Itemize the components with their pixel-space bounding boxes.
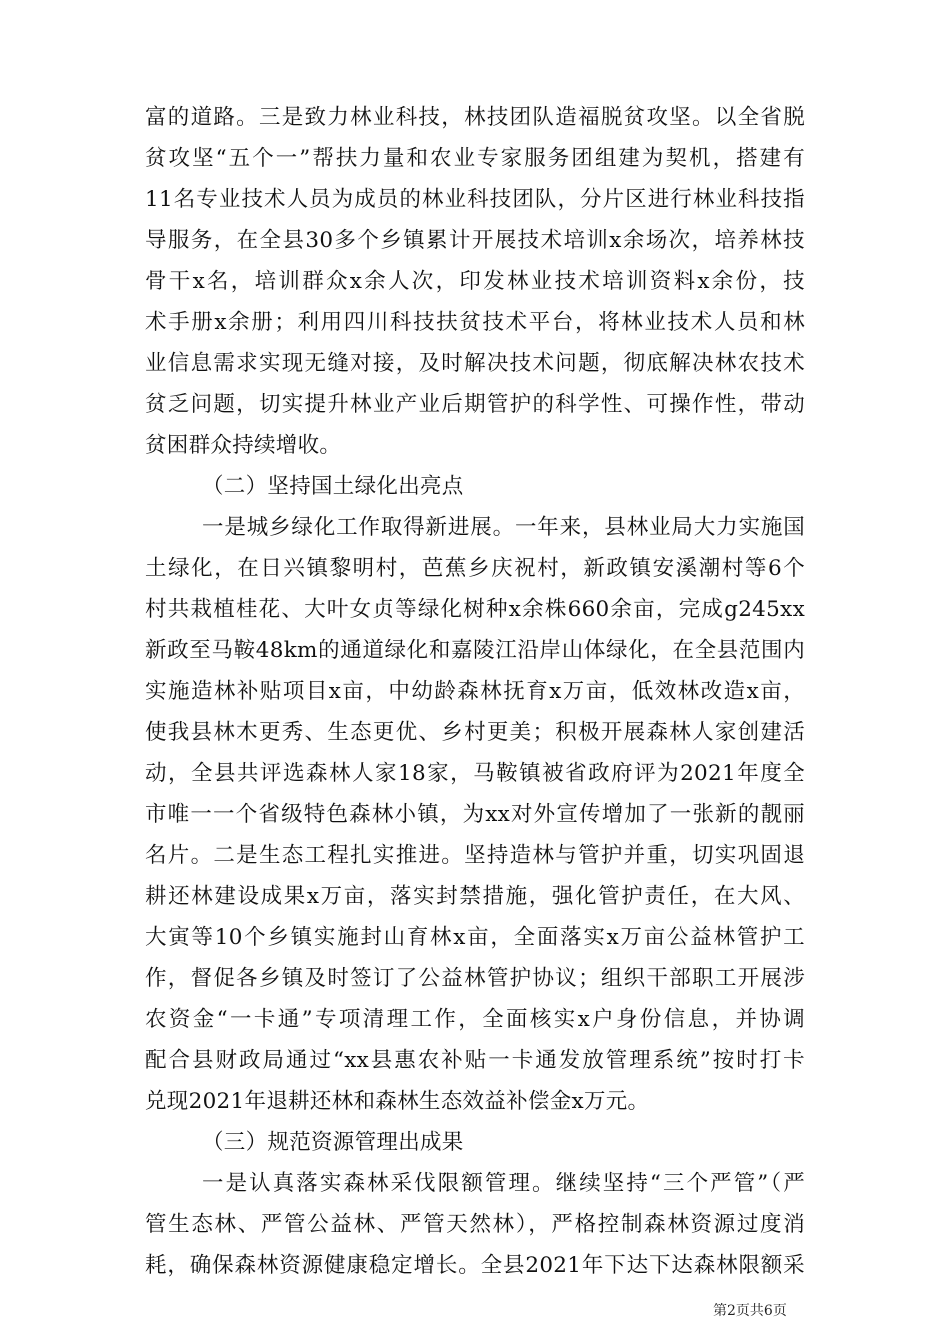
text-line: 土绿化，在日兴镇黎明村，芭蕉乡庆祝村，新政镇安溪潮村等6个	[145, 556, 805, 581]
text-line: 新政至马鞍48km的通道绿化和嘉陵江沿岸山体绿化，在全县范围内	[145, 638, 805, 663]
text-line: 管生态林、严管公益林、严管天然林），严格控制森林资源过度消	[145, 1212, 805, 1237]
text-line: 市唯一一个省级特色森林小镇，为xx对外宣传增加了一张新的靓丽	[145, 802, 805, 827]
text-line: 导服务，在全县30多个乡镇累计开展技术培训x余场次，培养林技	[145, 228, 805, 253]
text-line: 耕还林建设成果x万亩，落实封禁措施，强化管护责任，在大风、	[145, 884, 805, 909]
text-line: 业信息需求实现无缝对接，及时解决技术问题，彻底解决林农技术	[145, 351, 805, 376]
text-line: 动，全县共评选森林人家18家，马鞍镇被省政府评为2021年度全	[145, 761, 805, 786]
section-heading: （三）规范资源管理出成果	[202, 1130, 464, 1155]
text-line: 大寅等10个乡镇实施封山育林x亩，全面落实x万亩公益林管护工	[145, 925, 805, 950]
text-line: 术手册x余册；利用四川科技扶贫技术平台，将林业技术人员和林	[145, 310, 805, 335]
text-line: 使我县林木更秀、生态更优、乡村更美；积极开展森林人家创建活	[145, 720, 805, 745]
text-line: 一是认真落实森林采伐限额管理。继续坚持“三个严管”（严	[202, 1171, 805, 1196]
section-heading: （二）坚持国土绿化出亮点	[202, 474, 464, 499]
text-line: 名片。二是生态工程扎实推进。坚持造林与管护并重，切实巩固退	[145, 843, 805, 868]
text-line: 骨干x名，培训群众x余人次，印发林业技术培训资料x余份，技	[145, 269, 805, 294]
text-line: 耗，确保森林资源健康稳定增长。全县2021年下达下达森林限额采	[145, 1253, 805, 1278]
text-line: 配合县财政局通过“xx县惠农补贴一卡通发放管理系统”按时打卡	[145, 1048, 805, 1073]
text-line: 贫攻坚“五个一”帮扶力量和农业专家服务团组建为契机，搭建有	[145, 146, 805, 171]
text-line: 作，督促各乡镇及时签订了公益林管护协议；组织干部职工开展涉	[145, 966, 805, 991]
text-line: 一是城乡绿化工作取得新进展。一年来，县林业局大力实施国	[202, 515, 805, 540]
text-line: 富的道路。三是致力林业科技，林技团队造福脱贫攻坚。以全省脱	[145, 105, 805, 130]
text-line: 农资金“一卡通”专项清理工作，全面核实x户身份信息，并协调	[145, 1007, 805, 1032]
page-number: 第2页共6页	[713, 1303, 787, 1319]
text-line: 11名专业技术人员为成员的林业科技团队，分片区进行林业科技指	[145, 187, 805, 212]
text-line: 实施造林补贴项目x亩，中幼龄森林抚育x万亩，低效林改造x亩，	[145, 679, 805, 704]
text-line: 兑现2021年退耕还林和森林生态效益补偿金x万元。	[145, 1089, 650, 1114]
text-line: 贫乏问题，切实提升林业产业后期管护的科学性、可操作性，带动	[145, 392, 805, 417]
text-line: 贫困群众持续增收。	[145, 433, 342, 458]
text-line: 村共栽植桂花、大叶女贞等绿化树种x余株660余亩，完成g245xx	[145, 597, 805, 622]
